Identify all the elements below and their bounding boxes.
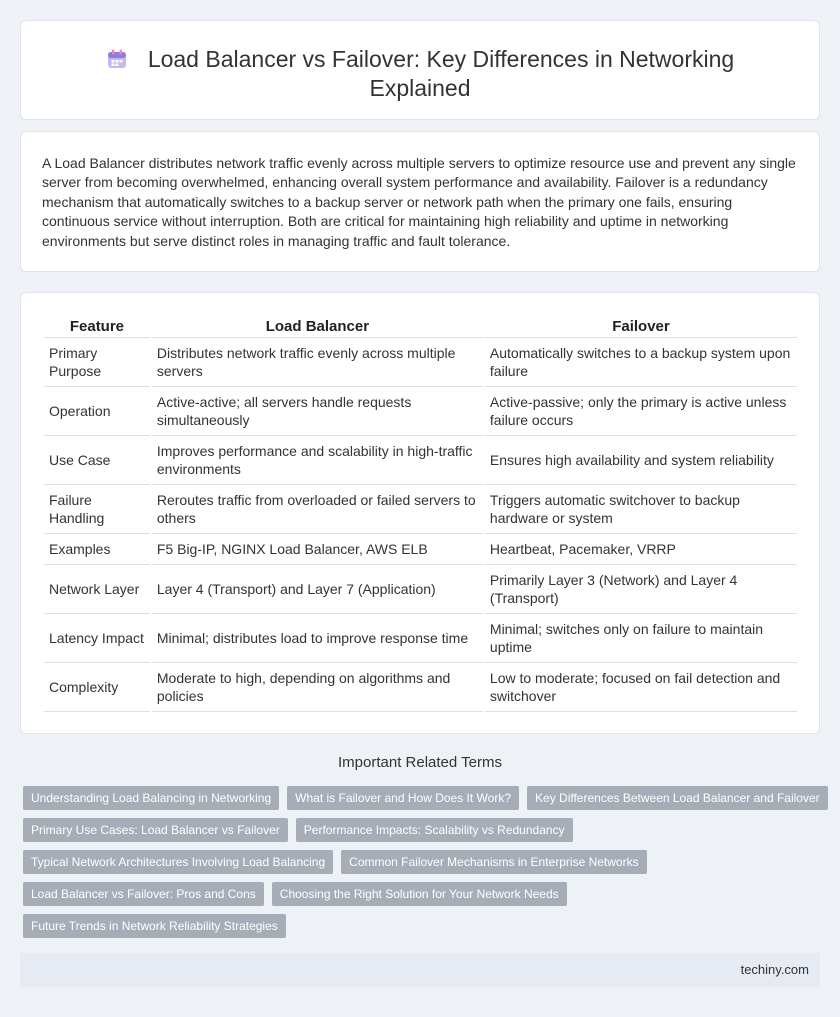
failover-cell: Minimal; switches only on failure to maintain uptime [485,614,797,663]
tag-row [23,882,823,914]
failover-cell: Primarily Layer 3 (Network) and Layer 4 (Transport) [485,565,797,614]
load-balancer-cell: Layer 4 (Transport) and Layer 7 (Application) [152,565,483,614]
load-balancer-cell: Moderate to high, depending on algorithms and policies [152,663,483,712]
table-row [44,338,797,387]
feature-cell: Latency Impact [44,614,150,663]
load-balancer-cell: Active-active; all servers handle requests simultaneously [152,387,483,436]
load-balancer-cell: Minimal; distributes load to improve response time [152,614,483,663]
load-balancer-cell: F5 Big-IP, NGINX Load Balancer, AWS ELB [152,534,483,565]
related-term-tag[interactable]: Choosing the Right Solution for Your Network Needs [272,882,567,906]
load-balancer-cell: Reroutes traffic from overloaded or failed servers to others [152,485,483,534]
table-row [44,436,797,485]
load-balancer-cell: Improves performance and scalability in high-traffic environments [152,436,483,485]
feature-cell: Operation [44,387,150,436]
table-row [44,534,797,565]
footer-site-link[interactable]: techiny.com [740,962,809,977]
feature-cell: Failure Handling [44,485,150,534]
tag-row [23,850,823,882]
feature-cell: Use Case [44,436,150,485]
intro-paragraph: A Load Balancer distributes network traffic evenly across multiple servers to optimize resource use and prevent any single server from becoming overwhelmed, enhancing overall system performance and availability. Failover is a redundancy mechanism that automatically switches to a backup server or network path when the primary one fails, ensuring continuous service without interruption. Both are critical for maintaining high reliability and uptime in networking environments but serve distinct roles in managing traffic and fault tolerance. [42,155,796,249]
related-term-tag[interactable]: Common Failover Mechanisms in Enterprise Networks [341,850,646,874]
related-term-tag[interactable]: Typical Network Architectures Involving Load Balancing [23,850,333,874]
failover-cell: Active-passive; only the primary is active unless failure occurs [485,387,797,436]
failover-cell: Low to moderate; focused on fail detection and switchover [485,663,797,712]
table-row [44,565,797,614]
header-failover: Failover [485,314,797,338]
related-term-tag[interactable]: Understanding Load Balancing in Networking [23,786,279,810]
tag-row [23,786,823,818]
comparison-table [42,314,799,712]
related-term-tag[interactable]: Load Balancer vs Failover: Pros and Cons [23,882,264,906]
feature-cell: Network Layer [44,565,150,614]
table-row [44,614,797,663]
table-row [44,663,797,712]
failover-cell: Triggers automatic switchover to backup hardware or system [485,485,797,534]
header-load-balancer: Load Balancer [152,314,483,338]
footer [20,953,820,987]
table-row [44,485,797,534]
related-term-tag[interactable]: Key Differences Between Load Balancer and Failover [527,786,828,810]
table-header-row [44,314,797,338]
comparison-card [20,292,820,734]
related-terms-tags [23,786,823,946]
table-row [44,387,797,436]
failover-cell: Ensures high availability and system reliability [485,436,797,485]
title-card [20,20,820,120]
related-term-tag[interactable]: Primary Use Cases: Load Balancer vs Failover [23,818,288,842]
related-term-tag[interactable]: What is Failover and How Does It Work? [287,786,519,810]
tag-row [23,914,823,946]
feature-cell: Examples [44,534,150,565]
intro-card [20,131,820,272]
failover-cell: Automatically switches to a backup system upon failure [485,338,797,387]
feature-cell: Primary Purpose [44,338,150,387]
page-title-wrap [61,45,779,103]
tag-row [23,818,823,850]
failover-cell: Heartbeat, Pacemaker, VRRP [485,534,797,565]
header-feature: Feature [44,314,150,338]
related-term-tag[interactable]: Performance Impacts: Scalability vs Redundancy [296,818,573,842]
related-terms-heading: Important Related Terms [338,754,502,771]
load-balancer-cell: Distributes network traffic evenly across multiple servers [152,338,483,387]
calendar-icon [106,48,128,70]
feature-cell: Complexity [44,663,150,712]
page-title: Load Balancer vs Failover: Key Differences in Networking Explained [147,46,735,101]
related-term-tag[interactable]: Future Trends in Network Reliability Strategies [23,914,286,938]
